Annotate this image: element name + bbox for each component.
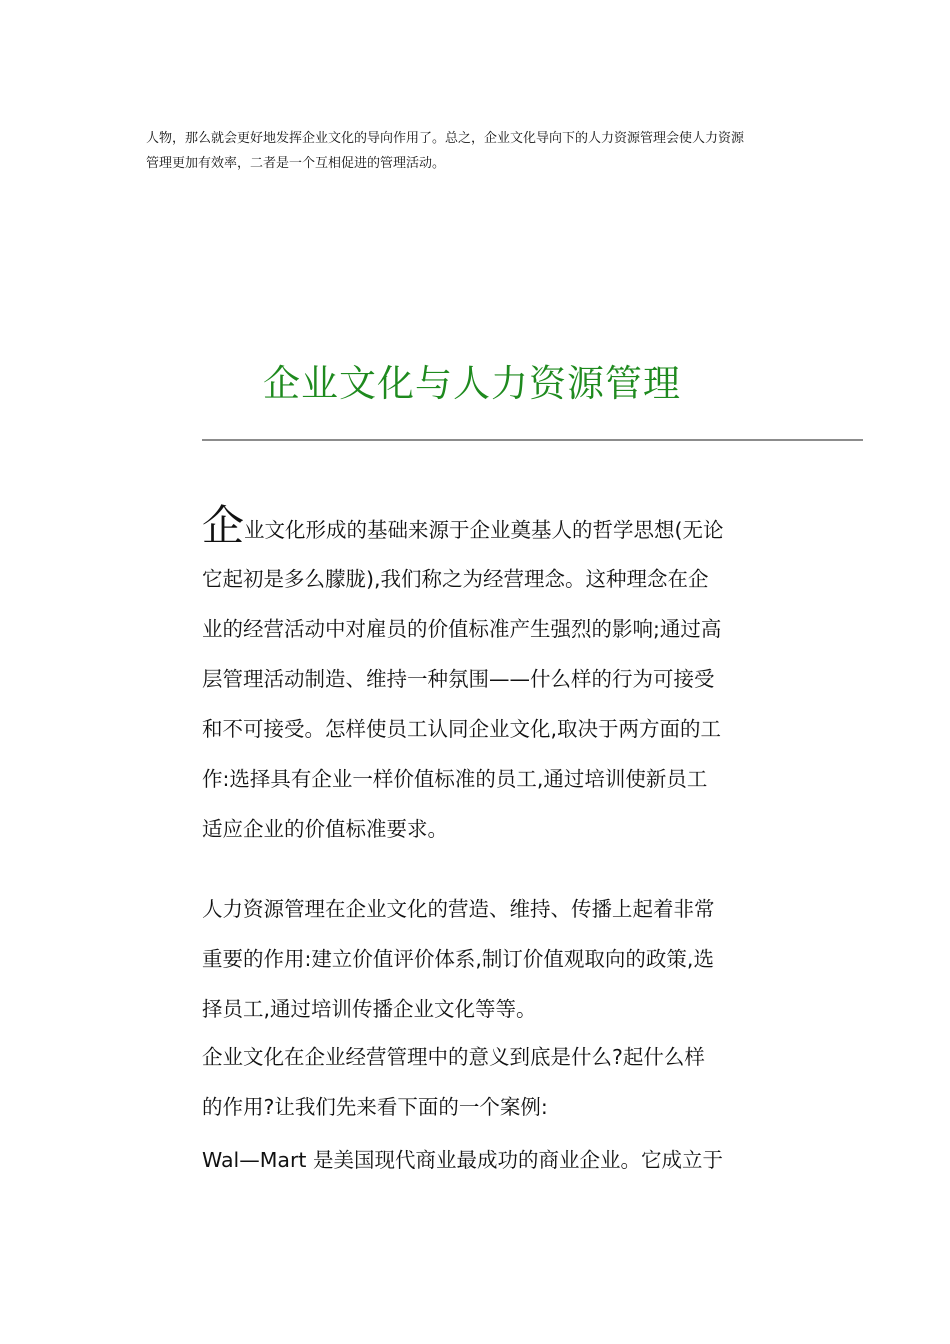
text-line: 人物，那么就会更好地发挥企业文化的导向作用了。总之，企业文化导向下的人力资源管理会使人力资源	[146, 131, 745, 146]
text-line: 择员工,通过培训传播企业文化等等。	[202, 997, 537, 1021]
text-line: 作:选择具有企业一样价值标准的员工,通过培训使新员工	[202, 767, 708, 791]
text-line: 业的经营活动中对雇员的价值标准产生强烈的影响;通过高	[202, 617, 722, 641]
body-paragraph-1	[202, 501, 762, 854]
text-line: Wal—Mart 是美国现代商业最成功的商业企业。它成立于	[202, 1148, 723, 1172]
text-line-content: 业文化形成的基础来源于企业奠基人的哲学思想(无论	[244, 518, 724, 542]
body-paragraph-4	[202, 1135, 762, 1185]
text-line: 层管理活动制造、维持一种氛围——什么样的行为可接受	[202, 667, 715, 691]
document-title: 企业文化与人力资源管理	[263, 362, 681, 405]
text-line: 的作用?让我们先来看下面的一个案例:	[202, 1095, 548, 1119]
text-line: 企业文化在企业经营管理中的意义到底是什么?起什么样	[202, 1045, 705, 1069]
title-divider	[202, 439, 863, 441]
text-line: 适应企业的价值标准要求。	[202, 817, 448, 841]
text-line: 和不可接受。怎样使员工认同企业文化,取决于两方面的工	[202, 717, 722, 741]
body-paragraph-3	[202, 1032, 762, 1132]
drop-cap: 企	[202, 501, 245, 550]
text-line	[202, 501, 762, 554]
text-line: 重要的作用:建立价值评价体系,制订价值观取向的政策,选	[202, 947, 714, 971]
text-line: 管理更加有效率，二者是一个互相促进的管理活动。	[146, 156, 446, 171]
text-line: 它起初是多么朦胧),我们称之为经营理念。这种理念在企	[202, 567, 709, 591]
text-line: 人力资源管理在企业文化的营造、维持、传播上起着非常	[202, 897, 715, 921]
body-paragraph-2	[202, 884, 762, 1034]
continued-paragraph	[146, 126, 826, 176]
